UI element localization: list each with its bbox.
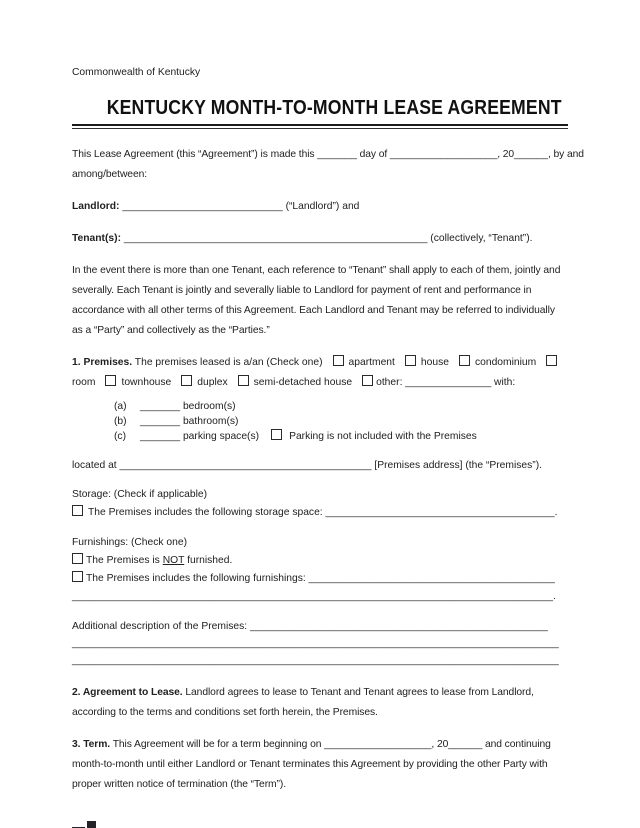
option-label-room: room [72, 377, 96, 388]
premises-sub-items [72, 399, 568, 444]
document-title: KENTUCKY MONTH-TO-MONTH LEASE AGREEMENT [106, 96, 562, 119]
landlord-line [72, 197, 568, 217]
storage-block [72, 486, 568, 522]
additional-description-blank-2[interactable]: _____________________________________________________________________________________ [72, 638, 559, 649]
checkbox-condominium[interactable] [459, 355, 470, 366]
premises-options-line-1 [72, 353, 568, 373]
not-furnished-pre: The Premises is [86, 555, 163, 566]
premises-lead-text: The premises leased is a/an (Check one) [134, 357, 323, 368]
parking-line [72, 429, 568, 444]
checkbox-duplex[interactable] [181, 375, 192, 386]
intro-line-2: among/between: [72, 169, 148, 180]
bathrooms-blank[interactable]: _______ bathroom(s) [140, 416, 239, 427]
option-label-condominium: condominium [474, 357, 537, 368]
not-furnished-line [72, 552, 568, 570]
agreement-to-lease-heading: 2. Agreement to Lease. [72, 687, 183, 698]
agreement-to-lease-text: Landlord agrees to lease to Tenant and Tenant agrees to lease from Landlord, according to the terms and conditions set forth herein, the Premises. [72, 687, 534, 718]
additional-description-block [72, 618, 568, 669]
bathrooms-line [72, 414, 568, 429]
additional-description-blank-3[interactable]: _____________________________________________________________________________________ [72, 655, 559, 666]
landlord-label: Landlord: [72, 201, 120, 212]
term-text: This Agreement will be for a term beginning on ___________________, 20______ and continuing month-to-month until either Landlord or Tenant terminates this Agreement by providing the other Party with proper written notice of termination (the “Term”). [72, 739, 551, 790]
checkbox-room[interactable] [546, 355, 557, 366]
legal-templates-logo [72, 821, 96, 828]
checkbox-no-parking[interactable] [271, 429, 282, 440]
storage-label: Storage: (Check if applicable) [72, 489, 208, 500]
premises-heading: 1. Premises. [72, 357, 133, 368]
option-label-apartment: apartment [348, 357, 395, 368]
parking-note: Parking is not included with the Premises [289, 431, 477, 442]
checkbox-townhouse[interactable] [105, 375, 116, 386]
parking-blank[interactable]: _______ parking space(s) [140, 431, 260, 442]
checkbox-furnishings-included[interactable] [72, 571, 83, 582]
joint-liability-clause: In the event there is more than one Tenant, each reference to “Tenant” shall apply to each of them, jointly and severally. Each Tenant is jointly and severally liable to Landlord for payment of rent and performance in accordance with all other terms of this Agreement. Each Landlord and Tenant may be referred to individually as a “Party” and collectively as the “Parties.” [72, 265, 561, 336]
checkbox-not-furnished[interactable] [72, 553, 83, 564]
option-label-townhouse: townhouse [121, 377, 172, 388]
item-key-c: (c) [114, 431, 127, 442]
tenant-label: Tenant(s): [72, 233, 122, 244]
option-label-semi-detached-house: semi-detached house [253, 377, 353, 388]
term-section [72, 735, 568, 795]
premises-section [72, 353, 568, 393]
furnishings-included-line [72, 570, 568, 588]
logo-small-square [85, 821, 96, 828]
checkbox-house[interactable] [405, 355, 416, 366]
agreement-to-lease-section [72, 683, 568, 723]
checkbox-apartment[interactable] [333, 355, 344, 366]
not-furnished-post: furnished. [184, 555, 233, 566]
item-key-a: (a) [114, 401, 127, 412]
item-key-b: (b) [114, 416, 127, 427]
checkbox-semi-detached-house[interactable] [238, 375, 249, 386]
jurisdiction-label: Commonwealth of Kentucky [72, 67, 201, 78]
storage-option-text[interactable]: The Premises includes the following storage space: ________________________________________. [88, 507, 558, 518]
tenant-line [72, 229, 568, 249]
option-label-house: house [420, 357, 449, 368]
premises-options-line-2 [72, 373, 568, 393]
checkbox-other[interactable] [362, 375, 373, 386]
furnishings-label: Furnishings: (Check one) [72, 537, 188, 548]
intro-paragraph [72, 145, 584, 185]
furnishings-block [72, 534, 568, 606]
storage-option-line [72, 504, 568, 522]
additional-description-line[interactable]: Additional description of the Premises: ____________________________________________________ [72, 621, 548, 632]
bedrooms-blank[interactable]: _______ bedroom(s) [140, 401, 236, 412]
furnishings-continuation-blank[interactable]: ____________________________________________________________________________________. [72, 591, 556, 602]
title-divider [72, 124, 568, 129]
bedrooms-line [72, 399, 568, 414]
checkbox-storage-space[interactable] [72, 505, 83, 516]
option-label-duplex: duplex [197, 377, 228, 388]
term-heading: 3. Term. [72, 739, 111, 750]
not-emphasis: NOT [162, 555, 185, 566]
furnishings-option-text[interactable]: The Premises includes the following furnishings: ___________________________________________ [86, 573, 555, 584]
intro-line-1: This Lease Agreement (this “Agreement”) is made this _______ day of ___________________, 20______, by and [72, 149, 584, 160]
landlord-blank[interactable]: ____________________________ (“Landlord”) and [122, 201, 360, 212]
tenant-blank[interactable]: _____________________________________________________ (collectively, “Tenant”). [123, 233, 533, 244]
located-at-line[interactable]: located at ____________________________________________ [Premises address] (the “Premises”). [72, 460, 542, 471]
option-label-other[interactable]: other: _______________ with: [376, 377, 516, 388]
